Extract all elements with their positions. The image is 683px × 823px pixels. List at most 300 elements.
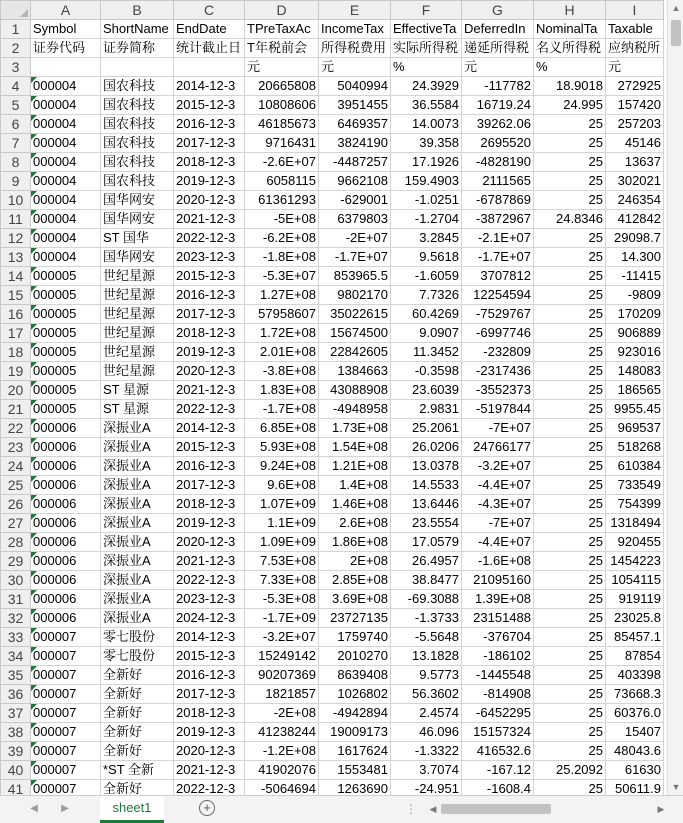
cell[interactable]: 2014-12-3 <box>174 77 245 96</box>
cell[interactable]: 25 <box>534 286 606 305</box>
cell[interactable]: DeferredIn <box>462 20 534 39</box>
cell[interactable]: 412842 <box>606 210 664 229</box>
cell[interactable]: 000005 <box>31 362 101 381</box>
cell[interactable]: 元 <box>245 58 319 77</box>
cell[interactable]: -6997746 <box>462 324 534 343</box>
cell[interactable]: 90207369 <box>245 666 319 685</box>
cell[interactable]: -11415 <box>606 267 664 286</box>
cell[interactable]: -1608.4 <box>462 780 534 796</box>
row-header[interactable]: 37 <box>1 704 31 723</box>
cell[interactable]: -6452295 <box>462 704 534 723</box>
cell[interactable]: 9.5773 <box>391 666 462 685</box>
row-header[interactable]: 34 <box>1 647 31 666</box>
cell[interactable]: 2.4574 <box>391 704 462 723</box>
vertical-scroll-thumb[interactable] <box>671 20 681 46</box>
cell[interactable]: 9.24E+08 <box>245 457 319 476</box>
cell[interactable]: 2019-12-3 <box>174 514 245 533</box>
more-icon[interactable]: ⋮ <box>405 802 418 816</box>
cell[interactable]: 14.5533 <box>391 476 462 495</box>
cell[interactable]: 24.8346 <box>534 210 606 229</box>
cell[interactable]: 全新好 <box>101 685 174 704</box>
row-header[interactable]: 13 <box>1 248 31 267</box>
cell[interactable]: 2018-12-3 <box>174 704 245 723</box>
cell[interactable]: 148083 <box>606 362 664 381</box>
cell[interactable]: 1.54E+08 <box>319 438 391 457</box>
row-header[interactable]: 19 <box>1 362 31 381</box>
horizontal-scrollbar[interactable] <box>427 801 667 817</box>
cell[interactable]: 24.995 <box>534 96 606 115</box>
cell[interactable]: 2023-12-3 <box>174 248 245 267</box>
cell[interactable]: 403398 <box>606 666 664 685</box>
row-header[interactable]: 27 <box>1 514 31 533</box>
cell[interactable]: 证券代码 <box>31 39 101 58</box>
cell[interactable]: 43088908 <box>319 381 391 400</box>
cell[interactable]: *ST 全新 <box>101 761 174 780</box>
row-header[interactable]: 29 <box>1 552 31 571</box>
cell[interactable]: 2017-12-3 <box>174 685 245 704</box>
cell[interactable]: 全新好 <box>101 666 174 685</box>
cell[interactable]: 23.5554 <box>391 514 462 533</box>
cell[interactable]: 000004 <box>31 134 101 153</box>
cell[interactable]: 2014-12-3 <box>174 419 245 438</box>
cell[interactable]: 17.0579 <box>391 533 462 552</box>
cell[interactable]: -7E+07 <box>462 514 534 533</box>
cell[interactable]: 000006 <box>31 476 101 495</box>
cell[interactable]: 深振业A <box>101 533 174 552</box>
cell[interactable]: 48043.6 <box>606 742 664 761</box>
cell[interactable]: -3872967 <box>462 210 534 229</box>
cell[interactable]: 2022-12-3 <box>174 229 245 248</box>
cell[interactable]: -4942894 <box>319 704 391 723</box>
cell[interactable]: -2.1E+07 <box>462 229 534 248</box>
cell[interactable]: 国华网安 <box>101 248 174 267</box>
cell[interactable]: 000006 <box>31 552 101 571</box>
cell[interactable]: 36.5584 <box>391 96 462 115</box>
cell[interactable]: -232809 <box>462 343 534 362</box>
cell[interactable]: 25 <box>534 172 606 191</box>
cell[interactable]: 1.39E+08 <box>462 590 534 609</box>
cell[interactable]: 25 <box>534 324 606 343</box>
cell[interactable]: 2021-12-3 <box>174 210 245 229</box>
cell[interactable]: 000006 <box>31 438 101 457</box>
cell[interactable]: -2317436 <box>462 362 534 381</box>
row-header[interactable]: 26 <box>1 495 31 514</box>
cell[interactable]: EffectiveTa <box>391 20 462 39</box>
row-header[interactable]: 7 <box>1 134 31 153</box>
cell[interactable]: 13.6446 <box>391 495 462 514</box>
cell[interactable]: 610384 <box>606 457 664 476</box>
cell[interactable]: 000005 <box>31 267 101 286</box>
cell[interactable]: 000007 <box>31 628 101 647</box>
cell[interactable]: -3552373 <box>462 381 534 400</box>
cell[interactable]: ST 星源 <box>101 381 174 400</box>
cell[interactable]: 1553481 <box>319 761 391 780</box>
cell[interactable]: 000004 <box>31 96 101 115</box>
cell[interactable]: 2015-12-3 <box>174 267 245 286</box>
cell[interactable]: -1.3322 <box>391 742 462 761</box>
cell[interactable]: 深振业A <box>101 457 174 476</box>
cell[interactable]: 2022-12-3 <box>174 400 245 419</box>
cell[interactable]: 18.9018 <box>534 77 606 96</box>
cell[interactable]: 000007 <box>31 666 101 685</box>
cell[interactable]: ST 国华 <box>101 229 174 248</box>
cell[interactable]: 000005 <box>31 400 101 419</box>
column-header-d[interactable]: D <box>245 1 319 20</box>
cell[interactable]: 46.096 <box>391 723 462 742</box>
cell[interactable]: 应纳税所 <box>606 39 664 58</box>
cell[interactable]: 41238244 <box>245 723 319 742</box>
cell[interactable]: 25 <box>534 723 606 742</box>
cell[interactable]: -4828190 <box>462 153 534 172</box>
cell[interactable]: 全新好 <box>101 723 174 742</box>
cell[interactable]: 2111565 <box>462 172 534 191</box>
cell[interactable]: 60.4269 <box>391 305 462 324</box>
cell[interactable]: -5.3E+07 <box>245 267 319 286</box>
cell[interactable]: 2018-12-3 <box>174 324 245 343</box>
cell[interactable]: 000005 <box>31 343 101 362</box>
cell[interactable]: 25 <box>534 457 606 476</box>
column-header-g[interactable]: G <box>462 1 534 20</box>
cell[interactable]: -1.7E+09 <box>245 609 319 628</box>
row-header[interactable]: 12 <box>1 229 31 248</box>
cell[interactable]: 39262.06 <box>462 115 534 134</box>
cell[interactable]: 26.4957 <box>391 552 462 571</box>
cell[interactable]: 85457.1 <box>606 628 664 647</box>
cell[interactable]: 000006 <box>31 457 101 476</box>
cell[interactable]: 9662108 <box>319 172 391 191</box>
cell[interactable]: 24.3929 <box>391 77 462 96</box>
cell[interactable]: 000005 <box>31 305 101 324</box>
cell[interactable]: 000007 <box>31 761 101 780</box>
cell[interactable]: -4.3E+07 <box>462 495 534 514</box>
cell[interactable]: 1054115 <box>606 571 664 590</box>
tab-scroll-left-icon[interactable]: ◀ <box>30 803 38 814</box>
cell[interactable]: 000006 <box>31 495 101 514</box>
cell[interactable]: 000004 <box>31 77 101 96</box>
cell[interactable]: 深振业A <box>101 438 174 457</box>
column-header-i[interactable]: I <box>606 1 664 20</box>
cell[interactable]: 25 <box>534 495 606 514</box>
cell[interactable]: -4.4E+07 <box>462 533 534 552</box>
cell[interactable]: 15674500 <box>319 324 391 343</box>
cell[interactable]: 2017-12-3 <box>174 134 245 153</box>
cell[interactable]: 157420 <box>606 96 664 115</box>
cell[interactable]: 17.1926 <box>391 153 462 172</box>
cell[interactable]: 25 <box>534 628 606 647</box>
cell[interactable]: -69.3088 <box>391 590 462 609</box>
cell[interactable]: 000004 <box>31 229 101 248</box>
cell[interactable]: -1.0251 <box>391 191 462 210</box>
cell[interactable]: 61630 <box>606 761 664 780</box>
cell[interactable]: -2.6E+07 <box>245 153 319 172</box>
cell[interactable]: 3707812 <box>462 267 534 286</box>
cell[interactable]: 25 <box>534 153 606 172</box>
row-header[interactable]: 15 <box>1 286 31 305</box>
cell[interactable]: 186565 <box>606 381 664 400</box>
cell[interactable]: 世纪星源 <box>101 324 174 343</box>
cell[interactable]: 60376.0 <box>606 704 664 723</box>
cell[interactable]: 2015-12-3 <box>174 438 245 457</box>
cell[interactable]: 2014-12-3 <box>174 628 245 647</box>
cell[interactable]: 世纪星源 <box>101 305 174 324</box>
cell[interactable]: 世纪星源 <box>101 343 174 362</box>
cell[interactable]: 57958607 <box>245 305 319 324</box>
cell[interactable]: 25 <box>534 514 606 533</box>
cell[interactable]: 所得税费用 <box>319 39 391 58</box>
cell[interactable]: 1.1E+09 <box>245 514 319 533</box>
cell[interactable]: 754399 <box>606 495 664 514</box>
cell[interactable]: 246354 <box>606 191 664 210</box>
cell[interactable]: NominalTa <box>534 20 606 39</box>
cell[interactable]: 10808606 <box>245 96 319 115</box>
row-header[interactable]: 28 <box>1 533 31 552</box>
cell[interactable]: 25 <box>534 438 606 457</box>
cell[interactable]: 416532.6 <box>462 742 534 761</box>
cell[interactable]: 25 <box>534 419 606 438</box>
cell[interactable]: -1.7E+07 <box>319 248 391 267</box>
cell[interactable]: 1263690 <box>319 780 391 796</box>
cell[interactable]: 国农科技 <box>101 134 174 153</box>
cell[interactable]: 2020-12-3 <box>174 362 245 381</box>
cell[interactable]: 深振业A <box>101 571 174 590</box>
cell[interactable]: 深振业A <box>101 419 174 438</box>
scroll-left-icon[interactable]: ◀ <box>429 804 437 814</box>
column-header-a[interactable]: A <box>31 1 101 20</box>
row-header[interactable]: 16 <box>1 305 31 324</box>
cell[interactable]: 14.300 <box>606 248 664 267</box>
cell[interactable]: 6.85E+08 <box>245 419 319 438</box>
cell[interactable]: 000004 <box>31 153 101 172</box>
row-header[interactable]: 10 <box>1 191 31 210</box>
cell[interactable]: 000004 <box>31 115 101 134</box>
cell[interactable]: 000006 <box>31 514 101 533</box>
cell[interactable]: Taxable <box>606 20 664 39</box>
cell[interactable]: 2017-12-3 <box>174 476 245 495</box>
cell[interactable]: 2019-12-3 <box>174 172 245 191</box>
cell[interactable]: 25 <box>534 704 606 723</box>
cell[interactable]: 25 <box>534 666 606 685</box>
cell[interactable] <box>174 58 245 77</box>
cell[interactable]: -5064694 <box>245 780 319 796</box>
cell[interactable]: 国农科技 <box>101 172 174 191</box>
cell[interactable]: 25 <box>534 343 606 362</box>
cell[interactable]: 000007 <box>31 780 101 796</box>
cell[interactable]: 9716431 <box>245 134 319 153</box>
cell[interactable]: 35022615 <box>319 305 391 324</box>
cell[interactable]: 国农科技 <box>101 96 174 115</box>
cell[interactable]: 000007 <box>31 723 101 742</box>
cell[interactable]: % <box>391 58 462 77</box>
row-header[interactable]: 4 <box>1 77 31 96</box>
cell[interactable]: 2.6E+08 <box>319 514 391 533</box>
row-header[interactable]: 39 <box>1 742 31 761</box>
cell[interactable]: 920455 <box>606 533 664 552</box>
cell[interactable]: -1.6E+08 <box>462 552 534 571</box>
cell[interactable]: 全新好 <box>101 780 174 796</box>
cell[interactable]: 1.83E+08 <box>245 381 319 400</box>
cell[interactable]: 25 <box>534 267 606 286</box>
cell[interactable]: 3.69E+08 <box>319 590 391 609</box>
tab-scroll-right-icon[interactable]: ▶ <box>61 803 69 814</box>
cell[interactable]: 25 <box>534 780 606 796</box>
cell[interactable]: 名义所得税 <box>534 39 606 58</box>
cell[interactable]: 2022-12-3 <box>174 780 245 796</box>
cell[interactable]: 6058115 <box>245 172 319 191</box>
cell[interactable] <box>101 58 174 77</box>
row-header[interactable]: 18 <box>1 343 31 362</box>
row-header[interactable]: 3 <box>1 58 31 77</box>
cell[interactable]: 1454223 <box>606 552 664 571</box>
cell[interactable]: 25 <box>534 229 606 248</box>
cell[interactable]: 15407 <box>606 723 664 742</box>
cell[interactable]: EndDate <box>174 20 245 39</box>
cell[interactable]: 3.2845 <box>391 229 462 248</box>
cell[interactable]: 2019-12-3 <box>174 723 245 742</box>
cell[interactable]: -7529767 <box>462 305 534 324</box>
row-header[interactable]: 8 <box>1 153 31 172</box>
cell[interactable]: Symbol <box>31 20 101 39</box>
cell[interactable]: 25 <box>534 305 606 324</box>
cell[interactable]: 853965.5 <box>319 267 391 286</box>
cell[interactable]: 5.93E+08 <box>245 438 319 457</box>
row-header[interactable]: 5 <box>1 96 31 115</box>
cell[interactable]: 50611.9 <box>606 780 664 796</box>
cell[interactable]: 国华网安 <box>101 191 174 210</box>
cell[interactable]: 24766177 <box>462 438 534 457</box>
cell[interactable]: 000006 <box>31 533 101 552</box>
cell[interactable]: -6787869 <box>462 191 534 210</box>
cell[interactable]: 7.53E+08 <box>245 552 319 571</box>
cell[interactable]: 969537 <box>606 419 664 438</box>
cell[interactable]: -1445548 <box>462 666 534 685</box>
cell[interactable]: 深振业A <box>101 609 174 628</box>
cell[interactable]: 1759740 <box>319 628 391 647</box>
cell[interactable]: 26.0206 <box>391 438 462 457</box>
cell[interactable]: 零七股份 <box>101 647 174 666</box>
cell[interactable]: 87854 <box>606 647 664 666</box>
cell[interactable]: 3951455 <box>319 96 391 115</box>
cell[interactable]: 3.7074 <box>391 761 462 780</box>
cell[interactable]: -7E+07 <box>462 419 534 438</box>
cell[interactable]: 实际所得税 <box>391 39 462 58</box>
cell[interactable]: 1617624 <box>319 742 391 761</box>
cell[interactable]: 23025.8 <box>606 609 664 628</box>
cell[interactable]: 302021 <box>606 172 664 191</box>
cell[interactable]: 1318494 <box>606 514 664 533</box>
cell[interactable]: 国农科技 <box>101 153 174 172</box>
cell[interactable]: -186102 <box>462 647 534 666</box>
cell[interactable]: 19009173 <box>319 723 391 742</box>
cell[interactable]: 世纪星源 <box>101 286 174 305</box>
row-header[interactable]: 20 <box>1 381 31 400</box>
row-header[interactable]: 40 <box>1 761 31 780</box>
cell[interactable]: -5197844 <box>462 400 534 419</box>
cell[interactable]: 41902076 <box>245 761 319 780</box>
cell[interactable]: ShortName <box>101 20 174 39</box>
cell[interactable]: 统计截止日 <box>174 39 245 58</box>
cell[interactable]: 25 <box>534 191 606 210</box>
cell[interactable]: 1.4E+08 <box>319 476 391 495</box>
cell[interactable]: 000007 <box>31 647 101 666</box>
vertical-scrollbar[interactable] <box>667 0 683 795</box>
cell[interactable]: 1026802 <box>319 685 391 704</box>
cell[interactable]: 13637 <box>606 153 664 172</box>
row-header[interactable]: 30 <box>1 571 31 590</box>
row-header[interactable]: 11 <box>1 210 31 229</box>
cell[interactable]: TPreTaxAc <box>245 20 319 39</box>
cell[interactable]: 2016-12-3 <box>174 286 245 305</box>
cell[interactable]: ST 星源 <box>101 400 174 419</box>
cell[interactable]: 2016-12-3 <box>174 666 245 685</box>
cell[interactable]: 2.85E+08 <box>319 571 391 590</box>
cell[interactable]: 元 <box>462 58 534 77</box>
scroll-up-icon[interactable]: ▲ <box>671 3 681 13</box>
cell[interactable]: 25 <box>534 742 606 761</box>
cell[interactable]: 7.33E+08 <box>245 571 319 590</box>
cell[interactable]: 16719.24 <box>462 96 534 115</box>
cell[interactable]: 000005 <box>31 286 101 305</box>
cell[interactable]: 深振业A <box>101 590 174 609</box>
cell[interactable]: 21095160 <box>462 571 534 590</box>
cell[interactable]: 13.0378 <box>391 457 462 476</box>
cell[interactable]: 000004 <box>31 172 101 191</box>
cell[interactable]: 深振业A <box>101 552 174 571</box>
cell[interactable]: -9809 <box>606 286 664 305</box>
cell[interactable]: 000004 <box>31 210 101 229</box>
cell[interactable]: 世纪星源 <box>101 362 174 381</box>
row-header[interactable]: 25 <box>1 476 31 495</box>
cell[interactable]: -629001 <box>319 191 391 210</box>
cell[interactable]: 1.46E+08 <box>319 495 391 514</box>
column-header-c[interactable]: C <box>174 1 245 20</box>
cell[interactable]: 1.09E+09 <box>245 533 319 552</box>
cell[interactable]: -117782 <box>462 77 534 96</box>
cell[interactable]: 5040994 <box>319 77 391 96</box>
cell[interactable]: 25 <box>534 362 606 381</box>
cell[interactable]: 000006 <box>31 609 101 628</box>
cell[interactable]: -167.12 <box>462 761 534 780</box>
cell[interactable]: T年税前会 <box>245 39 319 58</box>
cell[interactable]: 2.9831 <box>391 400 462 419</box>
cell[interactable]: 国农科技 <box>101 77 174 96</box>
cell[interactable]: 世纪星源 <box>101 267 174 286</box>
row-header[interactable]: 36 <box>1 685 31 704</box>
cell[interactable]: 2015-12-3 <box>174 96 245 115</box>
cell[interactable]: 25 <box>534 476 606 495</box>
cell[interactable]: 000006 <box>31 571 101 590</box>
cell[interactable]: 20665808 <box>245 77 319 96</box>
cell[interactable]: 272925 <box>606 77 664 96</box>
cell[interactable]: 2010270 <box>319 647 391 666</box>
cell[interactable]: 6469357 <box>319 115 391 134</box>
cell[interactable]: -1.2704 <box>391 210 462 229</box>
cell[interactable]: 38.8477 <box>391 571 462 590</box>
cell[interactable]: 170209 <box>606 305 664 324</box>
cell[interactable]: 000004 <box>31 191 101 210</box>
cell[interactable]: 13.1828 <box>391 647 462 666</box>
cell[interactable]: 2021-12-3 <box>174 381 245 400</box>
cell[interactable]: 25.2092 <box>534 761 606 780</box>
cell[interactable]: 25 <box>534 381 606 400</box>
row-header[interactable]: 21 <box>1 400 31 419</box>
row-header[interactable]: 35 <box>1 666 31 685</box>
row-header[interactable]: 41 <box>1 780 31 796</box>
cell[interactable]: 元 <box>606 58 664 77</box>
cell[interactable]: 45146 <box>606 134 664 153</box>
cell[interactable]: 2016-12-3 <box>174 457 245 476</box>
cell[interactable]: 923016 <box>606 343 664 362</box>
cell[interactable]: 56.3602 <box>391 685 462 704</box>
